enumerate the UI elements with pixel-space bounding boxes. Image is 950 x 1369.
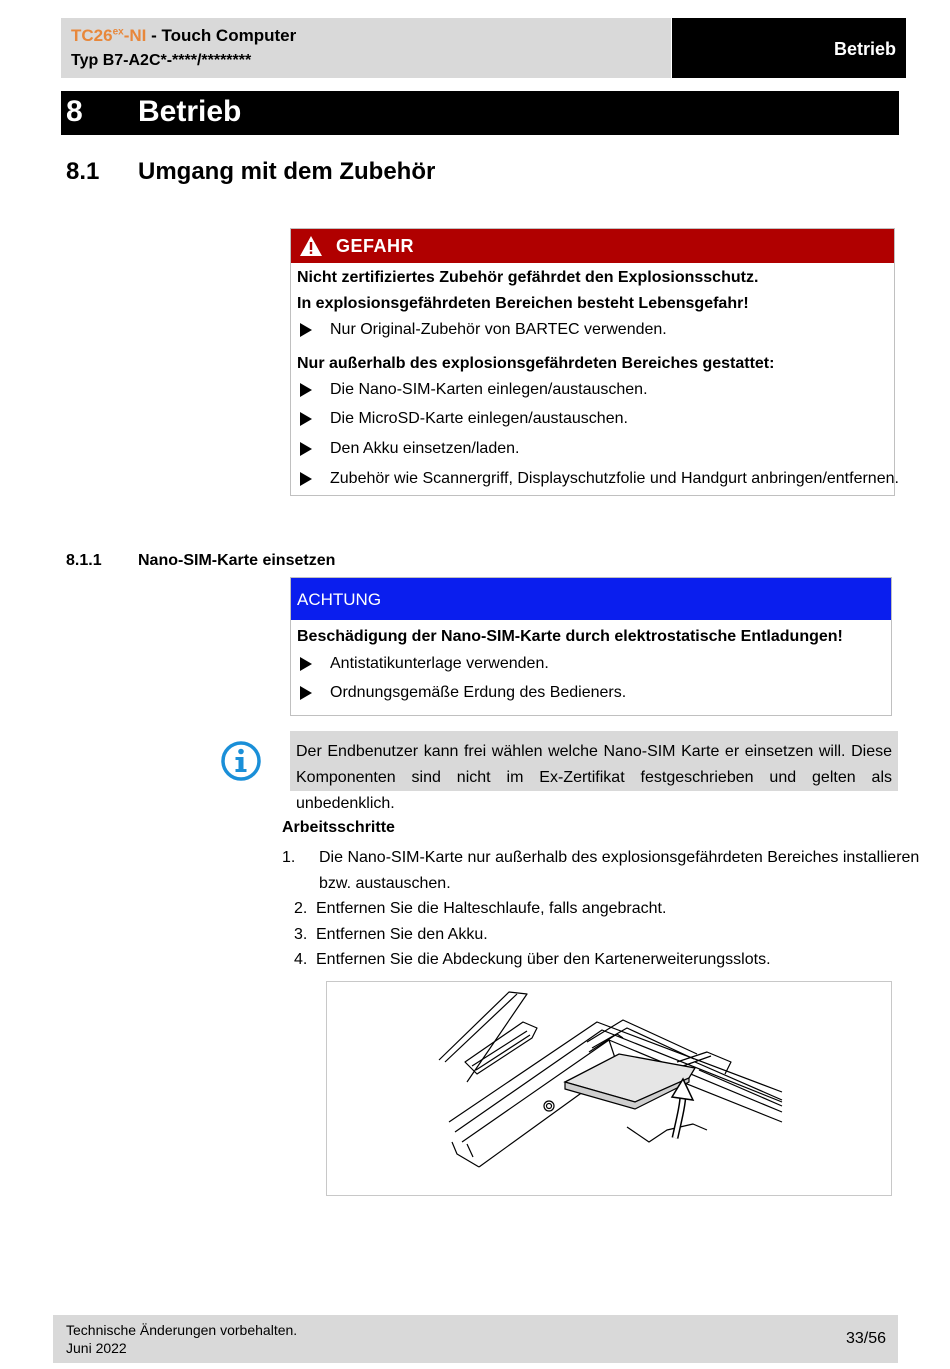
page-number: 33/56 <box>845 1330 886 1347</box>
subsection-number: 8.1.1 <box>66 552 102 569</box>
chapter-title: Betrieb <box>138 95 242 128</box>
danger-box <box>290 228 899 496</box>
footer-date: Juni 2022 <box>66 1340 127 1356</box>
step-text: Entfernen Sie die Abdeckung über den Kartenerweiterungsslots. <box>316 951 771 968</box>
bullet-arrow-icon <box>300 686 312 700</box>
section-title: Umgang mit dem Zubehör <box>138 158 436 185</box>
notice-item: Antistatikunterlage verwenden. <box>330 655 549 672</box>
sim-card-illustration <box>327 982 891 1195</box>
section-tab: Betrieb <box>672 18 906 78</box>
danger-line-1: Nicht zertifiziertes Zubehör gefährdet den Explosionsschutz. <box>297 269 759 286</box>
section-number: 8.1 <box>66 158 100 185</box>
subsection-title: Nano-SIM-Karte einsetzen <box>138 552 336 569</box>
footer-note: Technische Änderungen vorbehalten. <box>66 1322 298 1338</box>
step-text: Die Nano-SIM-Karte nur außerhalb des explosionsgefährdeten Bereiches installieren <box>319 849 920 866</box>
danger-item: Den Akku einsetzen/laden. <box>330 440 520 457</box>
info-note <box>290 731 898 812</box>
step-number: 1. <box>282 849 296 866</box>
danger-bullet: Nur Original-Zubehör von BARTEC verwenden. <box>330 321 667 338</box>
notice-header <box>291 578 891 620</box>
danger-label: GEFAHR <box>336 236 415 256</box>
step-number: 3. <box>294 926 308 943</box>
danger-item: Zubehör wie Scannergriff, Displayschutzfolie und Handgurt anbringen/entfernen. <box>330 470 899 487</box>
bullet-arrow-icon <box>300 442 312 456</box>
page-footer <box>53 1315 898 1363</box>
step-text: Entfernen Sie den Akku. <box>316 926 488 943</box>
notice-item: Ordnungsgemäße Erdung des Bedieners. <box>330 684 627 701</box>
danger-header <box>291 229 894 263</box>
chapter-number: 8 <box>66 95 83 128</box>
chapter-heading <box>61 91 899 135</box>
step-number: 4. <box>294 951 308 968</box>
danger-item: Die MicroSD-Karte einlegen/austauschen. <box>330 410 628 427</box>
bullet-arrow-icon <box>300 323 312 337</box>
bullet-arrow-icon <box>300 657 312 671</box>
product-type: Typ B7-A2C*-****/******** <box>71 52 252 69</box>
document-header <box>61 18 671 78</box>
product-title: $TC26^{ex}-NI$ - Touch Computer <box>71 26 297 45</box>
danger-item: Die Nano-SIM-Karten einlegen/austauschen. <box>330 381 648 398</box>
notice-label: ACHTUNG <box>297 590 382 609</box>
step-text: Entfernen Sie die Halteschlaufe, falls angebracht. <box>316 900 667 917</box>
steps-title: Arbeitsschritte <box>282 819 395 836</box>
info-text: Der Endbenutzer kann frei wählen welche Nano-SIM Karte er einsetzen will. Diese Komponenten sind nicht im Ex-Zertifikat festgeschrieben und gelten als unbedenklich. <box>296 743 892 812</box>
step-text-cont: bzw. austauschen. <box>319 875 451 892</box>
info-icon <box>220 740 262 782</box>
danger-subheading: Nur außerhalb des explosionsgefährdeten Bereiches gestattet: <box>297 355 775 372</box>
device-illustration <box>326 981 892 1196</box>
notice-heading: Beschädigung der Nano-SIM-Karte durch elektrostatische Entladungen! <box>297 628 843 645</box>
danger-line-2: In explosionsgefährdeten Bereichen besteht Lebensgefahr! <box>297 295 749 312</box>
warning-triangle-icon <box>299 235 323 257</box>
step-number: 2. <box>294 900 308 917</box>
bullet-arrow-icon <box>300 412 312 426</box>
bullet-arrow-icon <box>300 472 312 486</box>
notice-box <box>290 577 892 716</box>
bullet-arrow-icon <box>300 383 312 397</box>
